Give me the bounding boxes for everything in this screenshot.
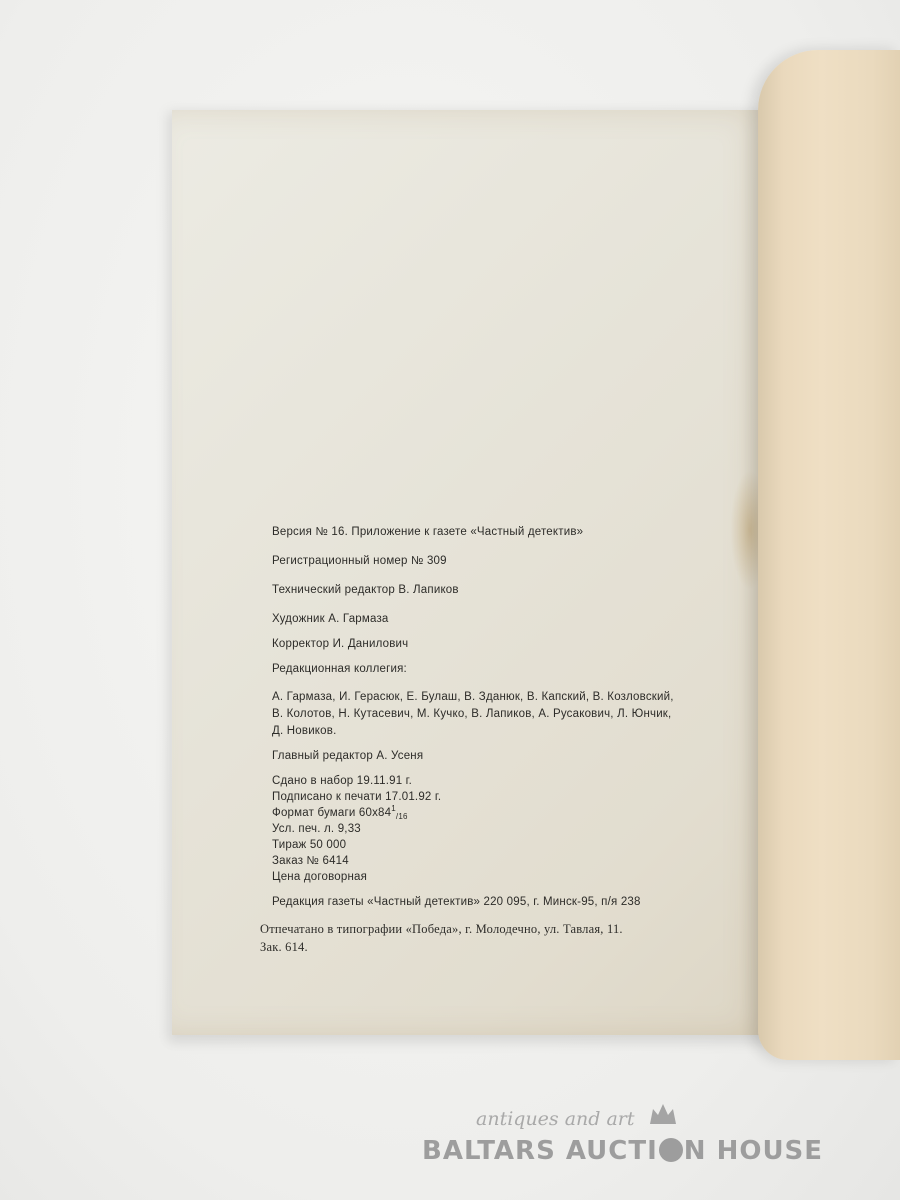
watermark-tagline: antiques and art: [476, 1108, 635, 1130]
imprint-print-run: Тираж 50 000: [272, 839, 347, 851]
imprint-paper-format: [272, 804, 408, 821]
imprint-order-number: Заказ № 6414: [272, 855, 349, 867]
imprint-proofreader: Корректор И. Данилович: [272, 638, 409, 650]
imprint-registration: Регистрационный номер № 309: [272, 555, 447, 567]
format-prefix: Формат бумаги 60x84: [272, 807, 392, 819]
imprint-editorial-address: Редакция газеты «Частный детектив» 220 095, г. Минск-95, п/я 238: [272, 896, 641, 908]
imprint-signed-date: Подписано к печати 17.01.92 г.: [272, 791, 442, 803]
imprint-printing-house: Отпечатано в типографии «Победа», г. Молодечно, ул. Тавлая, 11.: [260, 922, 623, 936]
imprint-board-heading: Редакционная коллегия:: [272, 663, 407, 675]
crown-icon: [648, 1100, 678, 1126]
watermark-logo: [390, 1100, 830, 1180]
watermark-name-part-2: N HOUSE: [683, 1136, 824, 1166]
imprint-board-line-1: А. Гармаза, И. Герасюк, Е. Булаш, В. Зданюк, В. Капский, В. Козловский,: [272, 691, 674, 703]
right-page-curl: [758, 50, 900, 1060]
imprint-typeset-date: Сдано в набор 19.11.91 г.: [272, 775, 413, 787]
imprint-version: Версия № 16. Приложение к газете «Частный детектив»: [272, 526, 584, 538]
imprint-print-sheets: Усл. печ. л. 9,33: [272, 823, 361, 835]
ring-icon: [659, 1138, 683, 1162]
watermark-name: [422, 1136, 823, 1166]
format-subscript: /16: [395, 812, 408, 821]
imprint-tech-editor: Технический редактор В. Лапиков: [272, 584, 459, 596]
imprint-chief-editor: Главный редактор А. Усеня: [272, 750, 424, 762]
imprint-order-short: Зак. 614.: [260, 940, 308, 954]
format-superscript: 1: [391, 804, 396, 813]
imprint-board-line-2: В. Колотов, Н. Кутасевич, М. Кучко, В. Лапиков, А. Русакович, Л. Юнчик,: [272, 708, 672, 720]
imprint-board-line-3: Д. Новиков.: [272, 725, 337, 737]
watermark-name-part-1: BALTARS AUCTI: [422, 1136, 658, 1166]
imprint-artist: Художник А. Гармаза: [272, 613, 389, 625]
imprint-price: Цена договорная: [272, 871, 368, 883]
